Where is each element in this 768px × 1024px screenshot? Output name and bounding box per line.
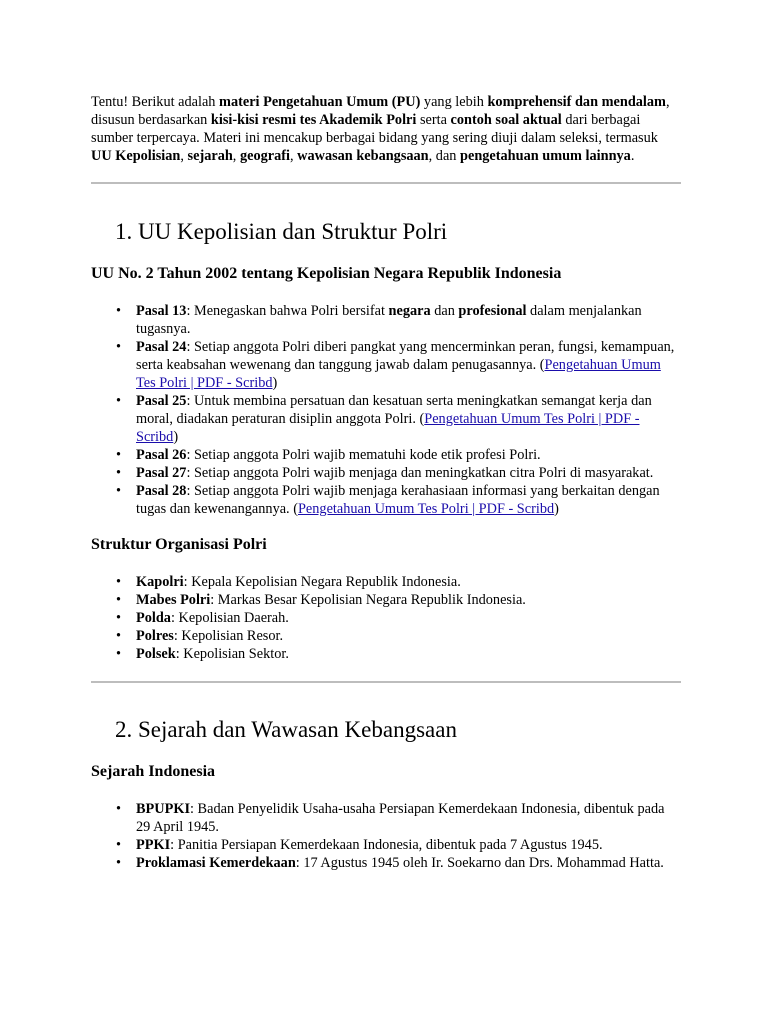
- section-heading-uu-kepolisian: 1. UU Kepolisian dan Struktur Polri: [115, 219, 448, 244]
- list-item-term: Pasal 27: [136, 465, 187, 481]
- list-item-pasal: [136, 464, 681, 482]
- intro-text: ,: [180, 148, 188, 164]
- list-item-desc: : Kepolisian Sektor.: [175, 646, 289, 662]
- list-item: [136, 573, 681, 591]
- subheading-sejarah-indonesia: Sejarah Indonesia: [91, 763, 216, 780]
- source-link-scribd[interactable]: Pengetahuan Umum Tes Polri | PDF - Scribd: [136, 357, 661, 391]
- intro-emphasis: pengetahuan umum lainnya: [460, 148, 631, 164]
- list-item-desc: : Untuk membina persatuan dan kesatuan serta meningkatkan semangat kerja dan moral, diadakan peraturan disiplin anggota Polri. (: [136, 393, 652, 427]
- list-item-desc: ): [272, 375, 278, 391]
- sejarah-list: [91, 800, 681, 872]
- list-item-pasal: [136, 482, 681, 518]
- list-item-term: Polsek: [136, 646, 176, 662]
- section-heading-sejarah: 2. Sejarah dan Wawasan Kebangsaan: [115, 717, 457, 742]
- list-item-desc: ): [173, 429, 179, 445]
- pasal-list: [91, 302, 681, 518]
- list-item-term: Polres: [136, 628, 174, 644]
- list-item-term: BPUPKI: [136, 801, 191, 817]
- list-item-desc: : Panitia Persiapan Kemerdekaan Indonesia, dibentuk pada 7 Agustus 1945.: [170, 837, 603, 853]
- intro-text: Tentu! Berikut adalah: [91, 94, 220, 110]
- intro-emphasis: geografi: [239, 148, 290, 164]
- list-item-desc: : Setiap anggota Polri diberi pangkat yang mencerminkan peran, fungsi, kemampuan, serta keabsahan wewenang dan tanggung jawab dalam penugasannya. (: [136, 339, 675, 373]
- list-item-emphasis: negara: [388, 303, 431, 319]
- intro-text: , disusun berdasarkan: [91, 94, 670, 128]
- divider: [91, 681, 681, 683]
- divider: [91, 182, 681, 184]
- list-item-desc: : Setiap anggota Polri wajib menjaga dan meningkatkan citra Polri di masyarakat.: [186, 465, 654, 481]
- list-item-term: Pasal 24: [136, 339, 187, 355]
- list-item-term: Proklamasi Kemerdekaan: [136, 855, 296, 871]
- list-item-pasal: [136, 446, 681, 464]
- list-item-term: Pasal 25: [136, 393, 187, 409]
- list-item-desc: : 17 Agustus 1945 oleh Ir. Soekarno dan Drs. Mohammad Hatta.: [295, 855, 664, 871]
- intro-text: ,: [289, 148, 298, 164]
- list-item: [136, 609, 681, 627]
- subheading-struktur-organisasi: Struktur Organisasi Polri: [91, 536, 267, 553]
- intro-text: dari berbagai sumber terpercaya. Materi ini mencakup berbagai bidang yang sering diuji dalam seleksi, termasuk: [91, 112, 658, 146]
- intro-text: ,: [232, 148, 240, 164]
- list-item-term: PPKI: [136, 837, 171, 853]
- list-item: [136, 645, 681, 663]
- intro-emphasis: materi Pengetahuan Umum (PU): [219, 94, 421, 110]
- list-item-term: Polda: [136, 610, 171, 626]
- list-item-desc: ): [554, 501, 559, 517]
- source-link-scribd[interactable]: Pengetahuan Umum Tes Polri | PDF - Scribd: [297, 501, 555, 517]
- intro-text: .: [630, 148, 635, 164]
- intro-emphasis: kisi-kisi resmi tes Akademik Polri: [210, 112, 417, 128]
- intro-paragraph: [91, 93, 681, 165]
- list-item-desc: : Kepolisian Daerah.: [170, 610, 289, 626]
- intro-emphasis: komprehensif dan mendalam: [487, 94, 666, 110]
- list-item: [136, 591, 681, 609]
- list-item-desc: : Menegaskan bahwa Polri bersifat: [186, 303, 389, 319]
- intro-text: , dan: [428, 148, 461, 164]
- list-item-desc: : Setiap anggota Polri wajib menjaga kerahasiaan informasi yang berkaitan dengan tugas dan kewenangannya. (: [136, 483, 660, 517]
- list-item-desc: : Markas Besar Kepolisian Negara Republik Indonesia.: [210, 592, 526, 608]
- list-item-pasal: [136, 302, 681, 338]
- list-item-term: Pasal 28: [136, 483, 187, 499]
- struktur-list: [91, 573, 681, 663]
- intro-text: yang lebih: [420, 94, 488, 110]
- list-item-term: Pasal 13: [136, 303, 187, 319]
- source-link-scribd[interactable]: Pengetahuan Umum Tes Polri | PDF - Scribd: [136, 411, 640, 445]
- list-item: [136, 854, 681, 872]
- list-item-pasal: [136, 338, 681, 392]
- intro-text: serta: [416, 112, 451, 128]
- list-item-desc: : Kepolisian Resor.: [173, 628, 284, 644]
- list-item-term: Pasal 26: [136, 447, 187, 463]
- intro-emphasis: sejarah: [187, 148, 233, 164]
- list-item-pasal: [136, 392, 681, 446]
- list-item: [136, 627, 681, 645]
- list-item-term: Mabes Polri: [136, 592, 211, 608]
- subheading-uu-no-2: UU No. 2 Tahun 2002 tentang Kepolisian Negara Republik Indonesia: [91, 265, 562, 282]
- list-item-desc: dan: [430, 303, 459, 319]
- list-item-desc: : Kepala Kepolisian Negara Republik Indonesia.: [183, 574, 461, 590]
- list-item: [136, 800, 681, 836]
- list-item-desc: : Setiap anggota Polri wajib mematuhi kode etik profesi Polri.: [186, 447, 541, 463]
- intro-emphasis: contoh soal aktual: [450, 112, 562, 128]
- list-item-term: Kapolri: [136, 574, 184, 590]
- list-item: [136, 836, 681, 854]
- list-item-emphasis: profesional: [458, 303, 527, 319]
- intro-emphasis: UU Kepolisian: [91, 148, 181, 164]
- list-item-desc: dalam menjalankan tugasnya.: [136, 303, 642, 337]
- intro-emphasis: wawasan kebangsaan: [297, 148, 429, 164]
- list-item-desc: : Badan Penyelidik Usaha-usaha Persiapan Kemerdekaan Indonesia, dibentuk pada 29 April 1945.: [136, 801, 665, 835]
- document-body: [91, 93, 681, 872]
